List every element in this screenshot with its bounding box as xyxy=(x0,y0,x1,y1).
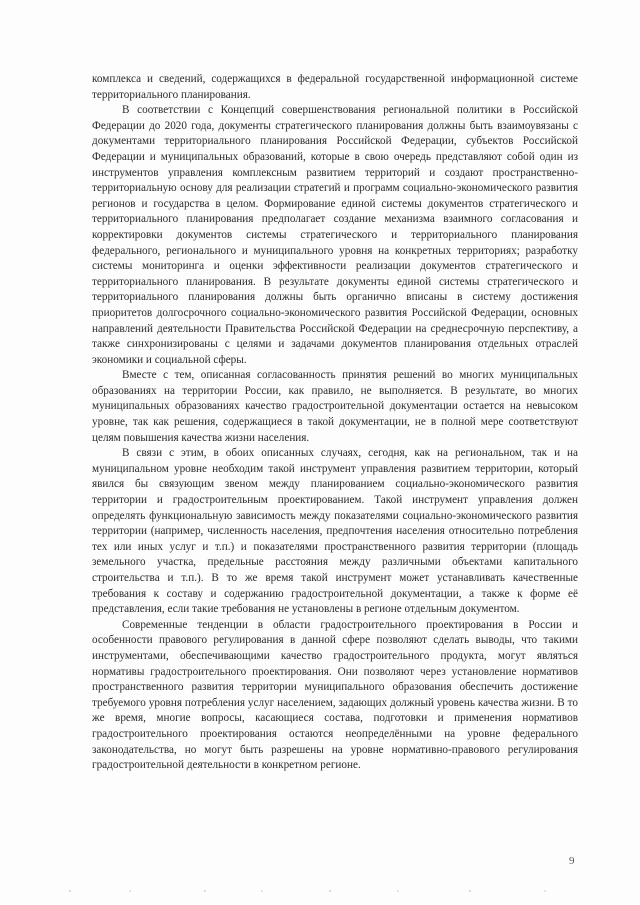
scan-noise-dots xyxy=(0,888,640,894)
paragraph-coordination: Вместе с тем, описанная согласованность принятия решений во многих муниципальных образованиях на территории России, как правило, не выполняется. В результате, во многих муниципальных образованиях качество градостроительной документации остается на невысоком уровне, так как решения, содержащиеся в такой документации, не в полной мере соответствуют целям повышения качества жизни населения. xyxy=(92,369,578,444)
page-number: 9 xyxy=(569,855,575,867)
paragraph-strategic-planning: В соответствии с Концепций совершенствования региональной политики в Российской Федерации до 2020 года, документы стратегического планирования должны быть взаимоувязаны с документами территориального планирования Российской Федерации, субъектов Российской Федерации и муниципальных образований, которые в свою очередь представляют собой один из инструментов управления комплексным развитием территорий и создают пространственно-территориальную основу для реализации стратегий и программ социально-экономического развития регионов и государства в целом. Формирование единой системы документов стратегического и территориального планирования предполагает создание механизма взаимного согласования и корректировки документов системы стратегического и территориального планирования федерального, регионального и муниципального уровня на конкретных территориях; разработку системы мониторинга и оценки эффективности реализации документов стратегического и территориального планирования. В результате документы единой системы стратегического и территориального планирования должны быть органично вписаны в систему достижения приоритетов долгосрочного социально-экономического развития Российской Федерации, основных направлений деятельности Правительства Российской Федерации на среднесрочную перспективу, а также синхронизированы с целями и задачами документов планирования отдельных отраслей экономики и социальной сферы. xyxy=(92,104,578,366)
paragraph-continuation: комплекса и сведений, содержащихся в федеральной государственной информационной системе территориального планирования. xyxy=(92,73,578,101)
paragraph-management-tool: В связи с этим, в обоих описанных случаях, сегодня, как на региональном, так и на муниципальном уровне необходим такой инструмент управления развитием территории, который явился бы связующим звеном между планированием социально-экономического развития территории и градостроительным проектированием. Такой инструмент управления должен определять функциональную зависимость между показателями социально-экономического развития территории (например, численность населения, предпочтения населения относительно потребления тех или иных услуг и т.п.) и показателями пространственного развития территории (площадь земельного участка, предельные расстояния между различными объектами капитального строительства и т.п.). В то же время такой инструмент может устанавливать качественные требования к составу и содержанию градостроительной документации, а также к форме её представления, если такие требования не установлены в регионе отдельным документом. xyxy=(92,447,578,616)
paragraph-modern-trends: Современные тенденции в области градостроительного проектирования в России и особенности правового регулирования в данной сфере позволяют сделать выводы, что такими инструментами, обеспечивающими качество градостроительного продукта, могут являться нормативы градостроительного проектирования. Они позволяют через установление нормативов пространственного развития территории муниципального образования обеспечить достижение требуемого уровня потребления услуг населением, задающих должный уровень качества жизни. В то же время, многие вопросы, касающиеся состава, подготовки и применения нормативов градостроительного проектирования остаются неопределёнными на уровне федерального законодательства, но могут быть разрешены на уровне нормативно-правового регулирования градостроительной деятельности в конкретном регионе. xyxy=(92,618,578,772)
body-text xyxy=(92,72,578,774)
